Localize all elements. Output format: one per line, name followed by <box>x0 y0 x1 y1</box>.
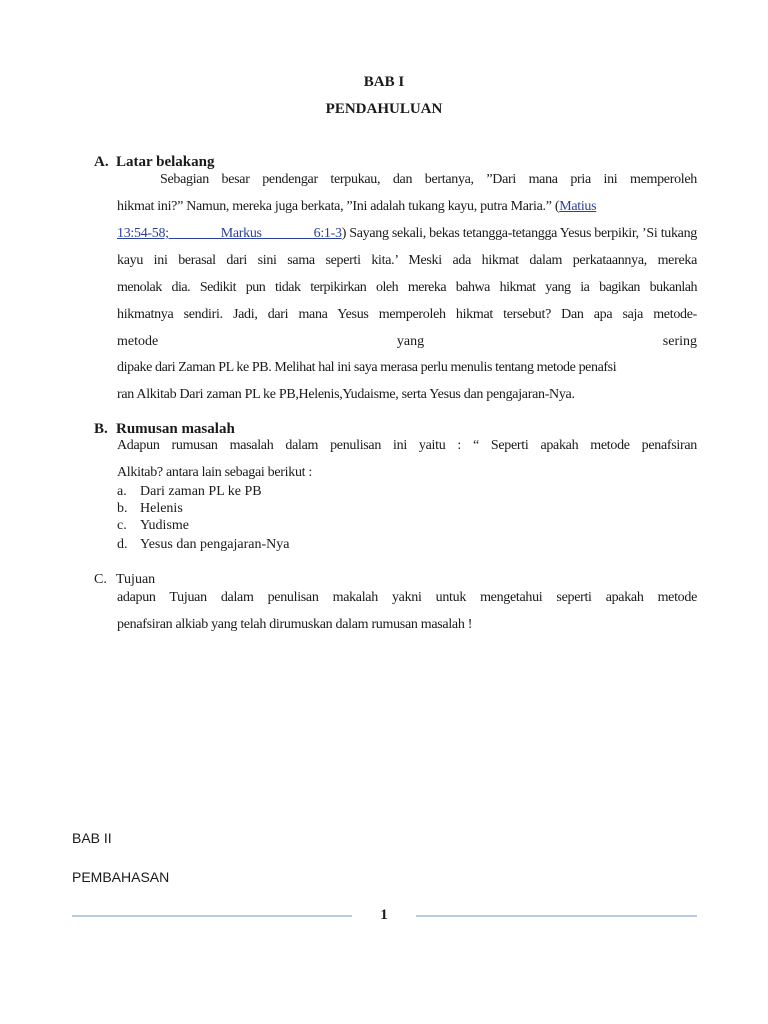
paragraph-word: yang <box>396 334 425 349</box>
paragraph-line <box>117 334 697 350</box>
paragraph-line: adapun Tujuan dalam penulisan makalah yakni untuk mengetahui seperti apakah metode <box>117 590 697 605</box>
bible-reference-link[interactable]: Matius <box>559 199 597 214</box>
list-marker: a. <box>117 484 127 499</box>
chapter-2-number: BAB II <box>72 830 112 846</box>
section-c-title: Tujuan <box>116 572 156 587</box>
list-item-text: Helenis <box>140 501 183 516</box>
list-marker: c. <box>117 518 127 533</box>
section-a-heading <box>94 154 215 171</box>
section-c-marker: C. <box>94 572 107 587</box>
footer-rule-right <box>416 915 697 917</box>
paragraph-line: dipake dari Zaman PL ke PB. Melihat hal ini saya merasa perlu menulis tentang metode penafsi <box>117 360 617 375</box>
footer-rule-left <box>72 915 352 917</box>
list-item-text: Yesus dan pengajaran-Nya <box>140 537 290 552</box>
page-number: 1 <box>380 907 388 923</box>
paragraph-text: hikmat ini?” Namun, mereka juga berkata, ”Ini adalah tukang kayu, putra Maria.” ( <box>117 199 560 214</box>
list-item-text: Dari zaman PL ke PB <box>140 484 262 499</box>
section-c-heading <box>94 572 155 588</box>
section-b-marker: B. <box>94 421 108 437</box>
paragraph-word: metode <box>117 334 159 349</box>
paragraph-line: Alkitab? antara lain sebagai berikut : <box>117 465 313 480</box>
paragraph-line <box>117 226 697 242</box>
bible-reference-link[interactable]: 13:54-58; Markus 6:1-3 <box>117 226 342 241</box>
list-item <box>117 484 262 500</box>
list-marker: b. <box>117 501 128 516</box>
list-marker: d. <box>117 537 128 552</box>
chapter-2-title: PEMBAHASAN <box>72 869 170 885</box>
paragraph-word: sering <box>662 334 697 349</box>
paragraph-line: Sebagian besar pendengar terpukau, dan bertanya, ”Dari mana pria ini memperoleh <box>160 172 697 187</box>
list-item-text: Yudisme <box>140 518 189 533</box>
paragraph-line: hikmatnya sendiri. Jadi, dari mana Yesus memperoleh hikmat tersebut? Dan apa saja metode- <box>117 307 697 322</box>
chapter-title: PENDAHULUAN <box>325 101 443 117</box>
section-b-title: Rumusan masalah <box>116 421 235 437</box>
list-item <box>117 537 289 553</box>
paragraph-line <box>117 199 697 215</box>
paragraph-line: penafsiran alkiab yang telah dirumuskan dalam rumusan masalah ! <box>117 617 473 632</box>
section-a-title: Latar belakang <box>116 154 215 170</box>
section-a-marker: A. <box>94 154 109 170</box>
section-b-heading <box>94 421 235 438</box>
paragraph-line: menolak dia. Sedikit pun tidak terpikirkan oleh mereka bahwa hikmat yang ia bagikan bukanlah <box>117 280 697 295</box>
list-item <box>117 501 183 517</box>
list-item <box>117 518 189 534</box>
chapter-number: BAB I <box>363 74 405 90</box>
paragraph-line: ran Alkitab Dari zaman PL ke PB,Helenis,Yudaisme, serta Yesus dan pengajaran-Nya. <box>117 387 575 402</box>
paragraph-text: ) Sayang sekali, bekas tetangga-tetangga Yesus berpikir, ’Si tukang <box>341 226 697 241</box>
paragraph-line: kayu ini berasal dari sini sama seperti kita.’ Meski ada hikmat dalam perkataannya, mereka <box>117 253 697 268</box>
paragraph-line: Adapun rumusan masalah dalam penulisan ini yaitu : “ Seperti apakah metode penafsiran <box>117 438 697 453</box>
